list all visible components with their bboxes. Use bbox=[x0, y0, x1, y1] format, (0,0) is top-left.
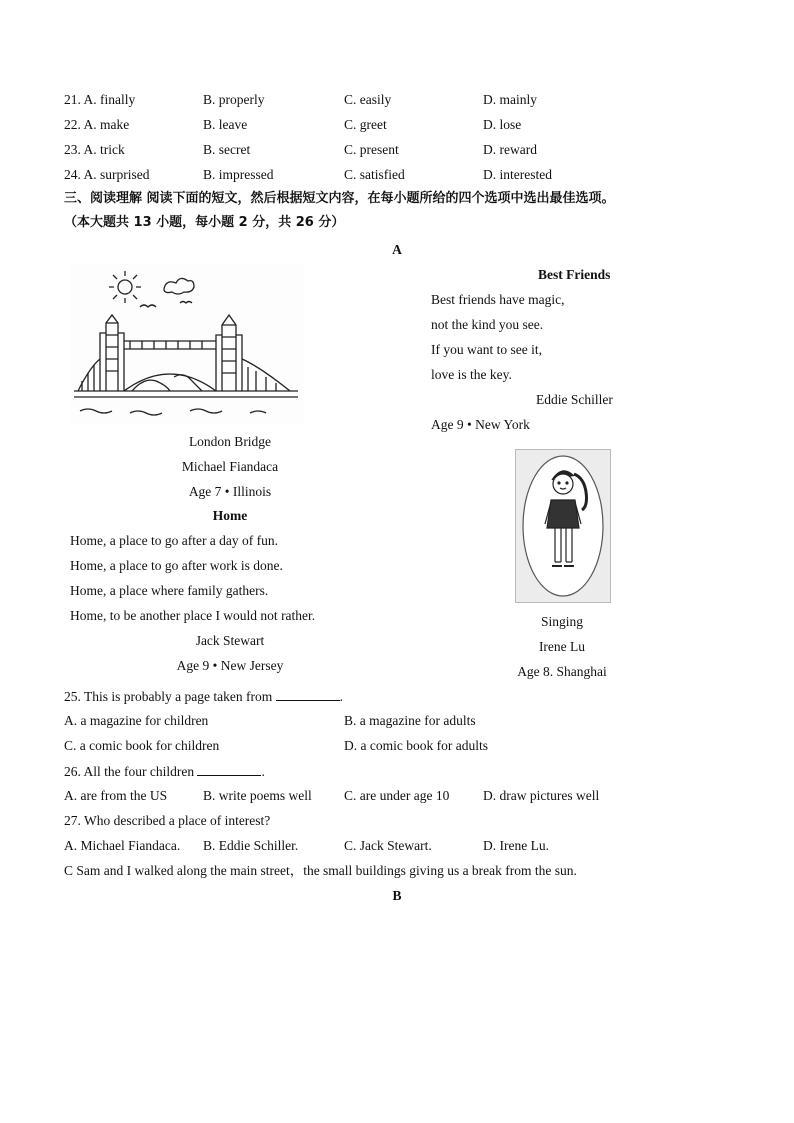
best-friends-line: If you want to see it, bbox=[431, 342, 542, 357]
q25-option-d: D. a comic book for adults bbox=[344, 738, 488, 753]
q26-option-d: D. draw pictures well bbox=[483, 788, 600, 803]
best-friends-age: Age 9 • New York bbox=[431, 417, 530, 432]
q22-option-d: D. lose bbox=[483, 117, 522, 132]
q25-option-c: C. a comic book for children bbox=[64, 738, 220, 753]
home-author: Jack Stewart bbox=[195, 633, 265, 648]
q23-option-b: B. secret bbox=[203, 142, 251, 157]
question-25-stem-text: 25. This is probably a page taken from bbox=[64, 689, 273, 704]
home-line: Home, a place to go after a day of fun. bbox=[70, 533, 279, 548]
q26-option-c: C. are under age 10 bbox=[344, 788, 450, 803]
passage-c-opening-line: C Sam and I walked along the main street，the small buildings giving us a break from the sun. bbox=[64, 863, 577, 878]
q24-option-a: 24. A. surprised bbox=[64, 167, 150, 182]
q25-option-b: B. a magazine for adults bbox=[344, 713, 476, 728]
london-bridge-author: Michael Fiandaca bbox=[181, 459, 279, 474]
best-friends-line: not the kind you see. bbox=[431, 317, 544, 332]
q24-option-d: D. interested bbox=[483, 167, 552, 182]
london-bridge-title: London Bridge bbox=[188, 434, 272, 449]
part-a-label: A bbox=[392, 242, 402, 257]
question-27-stem: 27. Who described a place of interest? bbox=[64, 813, 271, 828]
q21-option-b: B. properly bbox=[203, 92, 265, 107]
answer-blank bbox=[276, 688, 340, 701]
home-title: Home bbox=[212, 508, 248, 523]
question-25-stem bbox=[64, 688, 343, 705]
q23-option-a: 23. A. trick bbox=[64, 142, 125, 157]
home-age: Age 9 • New Jersey bbox=[176, 658, 284, 673]
question-26-stem-text: 26. All the four children bbox=[64, 764, 195, 779]
q22-option-b: B. leave bbox=[203, 117, 248, 132]
section-note: （本大题共 13 小题，每小题 2 分，共 26 分） bbox=[64, 215, 345, 230]
singing-title: Singing bbox=[540, 614, 583, 629]
part-b-label: B bbox=[392, 888, 402, 903]
q22-option-c: C. greet bbox=[344, 117, 387, 132]
question-26-stem-end: . bbox=[261, 764, 265, 779]
q24-option-b: B. impressed bbox=[203, 167, 274, 182]
best-friends-line: love is the key. bbox=[431, 367, 512, 382]
q21-option-c: C. easily bbox=[344, 92, 392, 107]
q24-option-c: C. satisfied bbox=[344, 167, 405, 182]
q26-option-b: B. write poems well bbox=[203, 788, 312, 803]
q27-option-a: A. Michael Fiandaca. bbox=[64, 838, 181, 853]
singing-author: Irene Lu bbox=[538, 639, 586, 654]
best-friends-author: Eddie Schiller bbox=[536, 392, 613, 407]
london-bridge-drawing bbox=[70, 263, 304, 423]
home-line: Home, to be another place I would not rather. bbox=[70, 608, 316, 623]
section-heading: 三、阅读理解 阅读下面的短文，然后根据短文内容，在每小题所给的四个选项中选出最佳选项。 bbox=[64, 191, 615, 206]
q27-option-d: D. Irene Lu. bbox=[483, 838, 549, 853]
singing-age: Age 8. Shanghai bbox=[517, 664, 607, 679]
best-friends-line: Best friends have magic, bbox=[431, 292, 565, 307]
q21-option-d: D. mainly bbox=[483, 92, 537, 107]
answer-blank bbox=[197, 763, 261, 776]
london-bridge-age: Age 7 • Illinois bbox=[188, 484, 272, 499]
question-25-stem-end: . bbox=[339, 689, 343, 704]
q23-option-c: C. present bbox=[344, 142, 399, 157]
question-26-stem bbox=[64, 763, 265, 780]
q23-option-d: D. reward bbox=[483, 142, 537, 157]
singing-girl-drawing bbox=[515, 449, 611, 603]
best-friends-title: Best Friends bbox=[538, 267, 611, 282]
q21-option-a: 21. A. finally bbox=[64, 92, 136, 107]
q27-option-b: B. Eddie Schiller. bbox=[203, 838, 299, 853]
q27-option-c: C. Jack Stewart. bbox=[344, 838, 432, 853]
q25-option-a: A. a magazine for children bbox=[64, 713, 209, 728]
home-line: Home, a place to go after work is done. bbox=[70, 558, 283, 573]
q26-option-a: A. are from the US bbox=[64, 788, 168, 803]
q22-option-a: 22. A. make bbox=[64, 117, 130, 132]
home-line: Home, a place where family gathers. bbox=[70, 583, 269, 598]
